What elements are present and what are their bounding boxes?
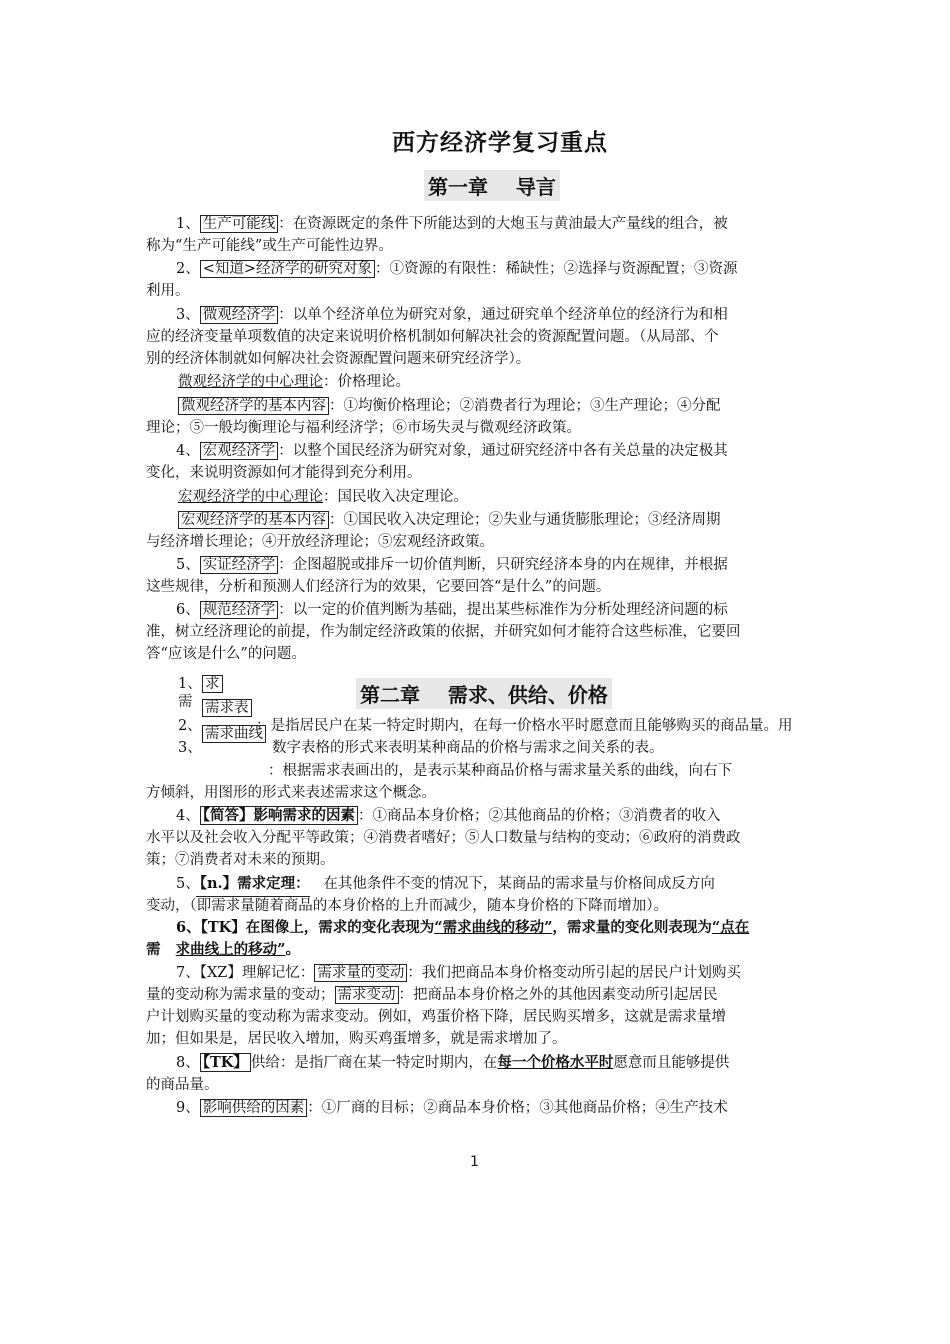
term-underline: 微观经济学的中心理论 (178, 374, 323, 390)
paragraph-line: 称为“生产可能线”或生产可能性边界。 (146, 238, 393, 254)
paragraph-line: ：是指居民户在某一特定时期内，在每一价格水平时愿意而且能够购买的商品量。用 (256, 718, 793, 734)
item1-number: 1、 (178, 676, 202, 692)
paragraph-line: 需 求曲线上的移动”。 (146, 941, 300, 958)
term-box: 实证经济学 (200, 556, 279, 574)
paragraph-line: 微观经济学的基本内容 ：①均衡价格理论；②消费者行为理论；③生产理论；④分配 (178, 396, 721, 416)
paragraph-line: 户计划购买量的变动称为需求变动。例如，鸡蛋价格下降，居民购买增多，这就是需求量增 (146, 1009, 726, 1025)
paragraph-line: 准，树立经济理论的前提，作为制定经济政策的依据，并研究如何才能符合这些标准，它要回 (146, 624, 741, 640)
paragraph-line: 6、【TK】在图像上，需求的变化表现为“需求曲线的移动”，需求量的变化则表现为“点在 (176, 919, 750, 936)
item2-number: 2、 (178, 718, 202, 734)
item1-fragment-a: 需 (178, 694, 193, 710)
paragraph-line: 的商品量。 (146, 1077, 219, 1093)
paragraph-line: 微观经济学的中心理论：价格理论。 (178, 374, 410, 390)
paragraph-line: 量的变动称为需求量的变动； 需求变动 ：把商品本身价格之外的其他因素变动所引起居民 (146, 987, 718, 1003)
paragraph-line: 1、 生产可能线 ：在资源既定的条件下所能达到的大炮玉与黄油最大产量线的组合，被 (176, 216, 728, 232)
tag-box: 【TK】 (200, 1053, 251, 1072)
paragraph-line: 6、 规范经济学 ：以一定的价值判断为基础，提出某些标准作为分析处理经济问题的标 (176, 602, 728, 618)
paragraph-line: 宏观经济学的基本内容 ：①国民收入决定理论；②失业与通货膨胀理论；③经济周期 (178, 510, 721, 530)
paragraph-line: 加；但如果是，居民收入增加，购买鸡蛋增多，就是需求增加了。 (146, 1031, 567, 1047)
paragraph-line: 8、 【TK】 供给：是指厂商在某一特定时期内，在每一个价格水平时愿意而且能够提供 (176, 1054, 730, 1071)
paragraph-line: 宏观经济学的中心理论：国民收入决定理论。 (178, 489, 468, 505)
paragraph-line: 策；⑦消费者对未来的预期。 (146, 852, 335, 868)
paragraph-line: 水平以及社会收入分配平等政策；④消费者嗜好；⑤人口数量与结构的变动；⑥政府的消费政 (146, 830, 741, 846)
term-box: 需求变动 (335, 986, 399, 1004)
term-box: 规范经济学 (200, 601, 279, 619)
term-box: 生产可能线 (200, 215, 279, 233)
paragraph-line: 变化，来说明资源如何才能得到充分利用。 (146, 465, 422, 481)
chapter1-heading: 第一章 导言 (424, 170, 560, 201)
paragraph-line: 别的经济体制就如何解决社会资源配置问题来研究经济学）。 (146, 351, 531, 367)
paragraph-line: ：根据需求表画出的，是表示某种商品价格与需求量关系的曲线，向右下 (268, 763, 732, 779)
term-box: 微观经济学 (200, 306, 279, 324)
paragraph-line: 与经济增长理论；④开放经济理论；⑤宏观经济政策。 (146, 534, 494, 550)
paragraph-line: 7、【XZ】理解记忆： 需求量的变动 ：我们把商品本身价格变动所引起的居民户计划购买 (176, 965, 741, 981)
item3-number: 3、 (178, 740, 202, 756)
term-box: 宏观经济学的基本内容 (178, 511, 329, 529)
page-title: 西方经济学复习重点 (392, 130, 608, 156)
page-number: 1 (470, 1154, 479, 1170)
paragraph-line: 9、 影响供给的因素 ：①厂商的目标；②商品本身价格；③其他商品价格；④生产技术 (176, 1100, 728, 1116)
paragraph-line: 变动，（即需求量随着商品的本身价格的上升而减少，随本身价格的下降而增加）。 (146, 898, 668, 914)
term-underline: 宏观经济学的中心理论 (178, 489, 323, 505)
paragraph-line: 4、 【简答】影响需求的因素 ：①商品本身价格；②其他商品的价格；③消费者的收入 (176, 807, 721, 824)
table-label-hidden (720, 738, 764, 758)
paragraph-line: 理论；⑤一般均衡理论与福利经济学；⑥市场失灵与微观经济政策。 (146, 420, 581, 436)
paragraph-line: 方倾斜，用图形的形式来表述需求这个概念。 (146, 785, 436, 801)
item1-fragment: 求 (202, 674, 223, 694)
paragraph-line: 应的经济变量单项数值的决定来说明价格机制如何解决社会的资源配置问题。（从局部、个 (146, 329, 719, 345)
term-box: 微观经济学的基本内容 (178, 397, 329, 415)
demand-label: 需求表 (202, 698, 252, 718)
term-box: 宏观经济学 (200, 442, 279, 460)
tag-box: 【简答】影响需求的因素 (200, 806, 358, 825)
paragraph-line: 5、 实证经济学 ：企图超脱或排斥一切价值判断，只研究经济本身的内在规律，并根据 (176, 557, 728, 573)
term-box: 影响供给的因素 (200, 1099, 308, 1117)
paragraph-line: 答“应该是什么”的问题。 (146, 646, 306, 662)
paragraph-line: 利用。 (146, 283, 190, 299)
paragraph-line: 2、 <知道>经济学的研究对象 ：①资源的有限性：稀缺性；②选择与资源配置；③资源 (176, 261, 738, 277)
term-box: 需求量的变动 (314, 964, 407, 982)
tag-text: 【n.】需求定理： (199, 875, 310, 892)
curve-label: 需求曲线 (202, 724, 266, 744)
paragraph-line: 4、 宏观经济学 ：以整个国民经济为研究对象，通过研究经济中各有关总量的决定极其 (176, 443, 728, 459)
chapter2-heading: 第二章 需求、供给、价格 (356, 678, 612, 709)
paragraph-line: 5、【n.】需求定理： 在其他条件不变的情况下，某商品的需求量与价格间成反方向 (176, 875, 715, 892)
term-box: <知道>经济学的研究对象 (200, 260, 375, 278)
paragraph-line: 这些规律，分析和预测人们经济行为的效果，它要回答“是什么”的问题。 (146, 579, 611, 595)
paragraph-line: 数字表格的形式来表明某种商品的价格与需求之间关系的表。 (272, 740, 664, 756)
paragraph-line: 3、 微观经济学 ：以单个经济单位为研究对象，通过研究单个经济单位的经济行为和相 (176, 307, 728, 323)
